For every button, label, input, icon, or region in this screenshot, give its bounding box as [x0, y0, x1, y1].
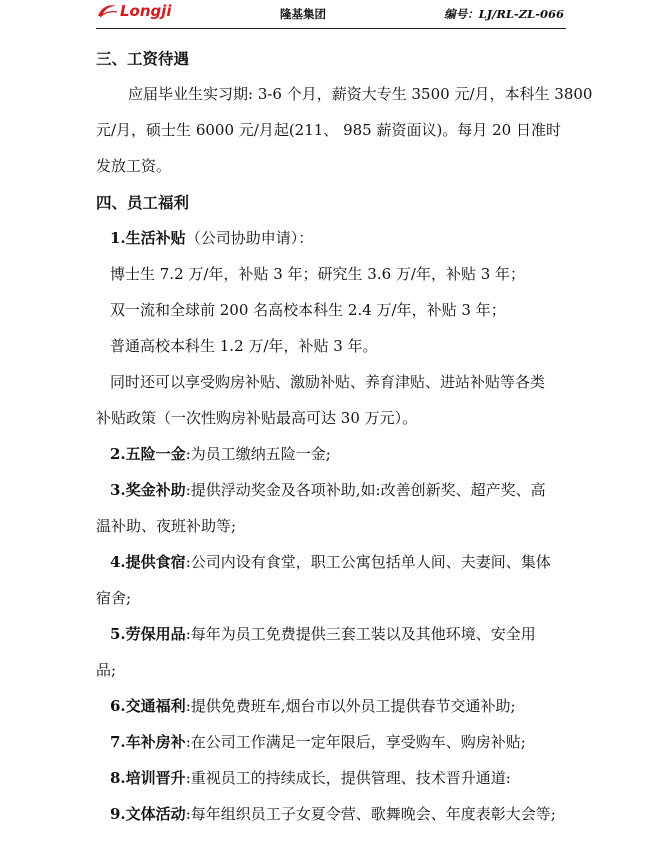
subsidy-line: 补贴政策（一次性购房补贴最高可达 30 万元）。: [96, 409, 418, 427]
item-continuation: 温补助、夜班补助等;: [96, 517, 237, 535]
section4-title: 四、员工福利: [96, 193, 190, 212]
benefit-item-8: [110, 767, 511, 788]
item-label: 五险一金: [125, 445, 186, 463]
item-text: （公司协助申请）：: [185, 229, 314, 247]
item-text: :公司内设有食堂，职工公寓包括单人间、夫妻间、集体: [185, 553, 551, 571]
header-doc-code: 编号：LJ/RL-ZL-066: [444, 7, 564, 21]
subsidy-line: 博士生 7.2 万/年，补贴 3 年；研究生 3.6 万/年，补贴 3 年；: [110, 265, 526, 283]
item-continuation: 宿舍;: [96, 589, 132, 607]
item-number: 6.: [110, 697, 126, 715]
item-label: 生活补贴: [125, 229, 186, 247]
section3-line: 应届毕业生实习期: 3-6 个月，薪资大专生 3500 元/月，本科生 3800: [128, 85, 593, 103]
item-text: :在公司工作满足一定年限后，享受购车、购房补贴;: [185, 733, 526, 751]
item-text: :为员工缴纳五险一金;: [185, 445, 331, 463]
item-number: 2.: [110, 445, 126, 463]
item-text: :每年组织员工子女夏令营、歌舞晚会、年度表彰大会等;: [185, 805, 556, 823]
item-text: :提供浮动奖金及各项补助,如:改善创新奖、超产奖、高: [185, 481, 546, 499]
item-number: 4.: [110, 553, 126, 571]
item-label: 奖金补助: [125, 481, 186, 499]
item-label: 培训晋升: [125, 769, 186, 787]
page-header: [96, 0, 566, 29]
item-text: :提供免费班车,烟台市以外员工提供春节交通补助;: [185, 697, 516, 715]
subsidy-line: 普通高校本科生 1.2 万/年，补贴 3 年。: [110, 337, 378, 355]
item-label: 劳保用品: [125, 625, 186, 643]
benefit-item-3: [110, 479, 546, 500]
benefit-item-4: [110, 551, 551, 572]
item-label: 车补房补: [125, 733, 186, 751]
item-continuation: 品;: [96, 661, 117, 679]
longji-logo-icon: [96, 3, 118, 19]
item-number: 7.: [110, 733, 126, 751]
section3-title: 三、工资待遇: [96, 49, 190, 68]
benefit-item-5: [110, 623, 536, 644]
item-label: 文体活动: [125, 805, 186, 823]
section3-line: 发放工资。: [96, 157, 172, 175]
benefit-item-6: [110, 695, 516, 716]
item-text: :每年为员工免费提供三套工装以及其他环境、安全用: [185, 625, 536, 643]
item-number: 3.: [110, 481, 126, 499]
benefit-item-9: [110, 803, 556, 824]
logo-text: Longji: [120, 2, 172, 20]
item-number: 9.: [110, 805, 126, 823]
benefit-item-1: [110, 227, 313, 248]
item-text: :重视员工的持续成长，提供管理、技术晋升通道:: [185, 769, 511, 787]
header-company: 隆基集团: [280, 7, 326, 21]
subsidy-line: 同时还可以享受购房补贴、激励补贴、养育津贴、进站补贴等各类: [110, 373, 546, 391]
item-number: 1.: [110, 229, 126, 247]
item-number: 5.: [110, 625, 126, 643]
item-label: 提供食宿: [125, 553, 186, 571]
benefit-item-7: [110, 731, 526, 752]
section3-line: 元/月，硕士生 6000 元/月起(211、 985 薪资面议)。每月 20 日准时: [96, 121, 561, 139]
item-number: 8.: [110, 769, 126, 787]
item-label: 交通福利: [125, 697, 186, 715]
benefit-item-2: [110, 443, 331, 464]
subsidy-line: 双一流和全球前 200 名高校本科生 2.4 万/年，补贴 3 年；: [110, 301, 506, 319]
company-logo: [96, 1, 172, 21]
